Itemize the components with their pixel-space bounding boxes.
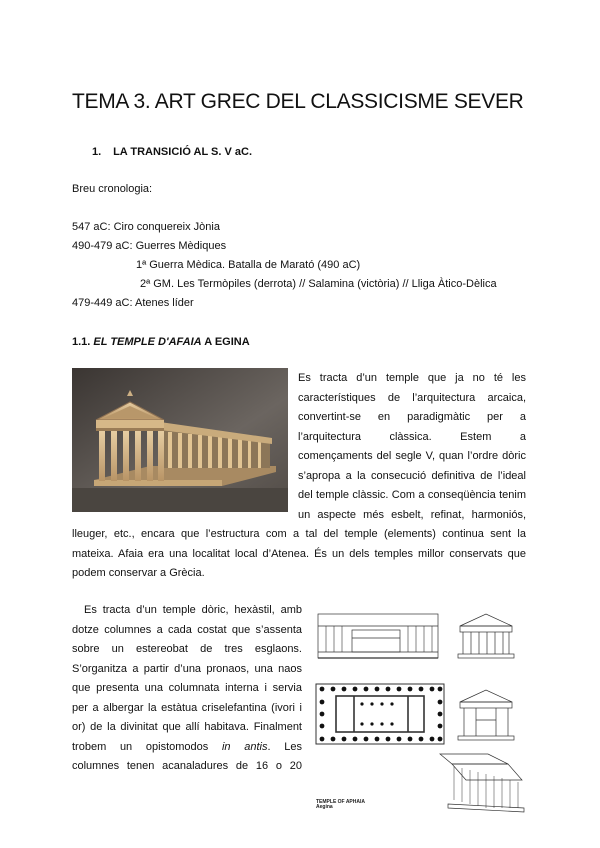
caption-line: TEMPLE OF APHAIA — [316, 799, 365, 805]
text-line: Es tracta d’un temple que ja no té les — [298, 372, 526, 384]
text-line: del temple clàssic. Com a conseqüència tenim — [298, 489, 526, 501]
subsection-title-rest: A EGINA — [201, 336, 250, 348]
page-title: TEMA 3. ART GREC DEL CLASSICISME SEVER — [72, 90, 524, 113]
text-segment: trobem un opistomodos — [72, 740, 222, 753]
chronology-item: 547 aC: Ciro conquereix Jònia — [72, 221, 220, 233]
text-line: or) de la divinitat que allí habitava. Finalment — [72, 721, 302, 733]
subsection-heading — [72, 336, 250, 348]
text-line: lleuger, etc., encara que l’estructura com a tal del temple (elements) continua sent la — [72, 528, 526, 540]
figure-caption — [316, 800, 365, 810]
chronology-intro: Breu cronologia: — [72, 183, 153, 195]
temple-plans-figure — [312, 604, 534, 816]
chronology-item: 2ª GM. Les Termòpiles (derrota) // Salamina (victòria) // Lliga Àtico-Dèlica — [140, 278, 497, 290]
subsection-title-italic: EL TEMPLE D'AFAIA — [93, 336, 202, 348]
text-line: mateixa. Afaia era una localitat local d’Atenea. És un dels temples millor conservats que — [72, 547, 526, 560]
section-number: 1. — [92, 146, 102, 158]
section-title: LA TRANSICIÓ AL S. V aC. — [113, 146, 253, 158]
text-line: començaments del segle V, quan l’ordre dòric — [298, 450, 526, 462]
text-line: columnes tenen acanaladures de 16 o 20 — [72, 760, 302, 772]
text-line: un aspecte més esbelt, refinat, harmoniós, — [298, 508, 526, 521]
text-segment: . Les — [267, 740, 302, 753]
text-line: dotze columnes a cada costat que s’assenta — [72, 623, 302, 636]
text-line: Es tracta d’un temple dòric, hexàstil, amb — [84, 604, 302, 616]
caption-line: Aegina — [316, 804, 333, 810]
temple-photo — [72, 368, 288, 512]
text-line: sobre un estereobat de tres esglaons. — [72, 643, 302, 655]
chronology-item: 490-479 aC: Guerres Mèdiques — [72, 240, 227, 252]
text-line: podem conservar a Grècia. — [72, 567, 205, 579]
text-line: s’apropa a la consecució definitiva de l’ideal — [298, 469, 526, 482]
subsection-number: 1.1. — [72, 336, 91, 348]
text-line: que presenta una columnata interna i servia — [72, 682, 302, 694]
text-line: convertint-se en paradigmàtic per a — [298, 411, 526, 423]
text-line — [72, 738, 302, 758]
paragraph — [298, 369, 526, 525]
text-line: S’organitza a partir d’una pronaos, una naos — [72, 662, 302, 675]
chronology-item: 479-449 aC: Atenes líder — [72, 297, 194, 309]
text-line: l’arquitectura clàssica. Estem a — [298, 430, 526, 443]
section-heading — [92, 146, 252, 158]
paragraph — [72, 601, 302, 777]
chronology-item: 1ª Guerra Mèdica. Batalla de Marató (490 aC) — [136, 259, 361, 271]
paragraph-continued — [72, 525, 526, 584]
text-line: per a albergar la estàtua criselefantina (ivori i — [72, 701, 302, 714]
text-italic: in antis — [221, 740, 268, 753]
text-line: característiques de l’arquitectura arcaica, — [298, 391, 526, 404]
